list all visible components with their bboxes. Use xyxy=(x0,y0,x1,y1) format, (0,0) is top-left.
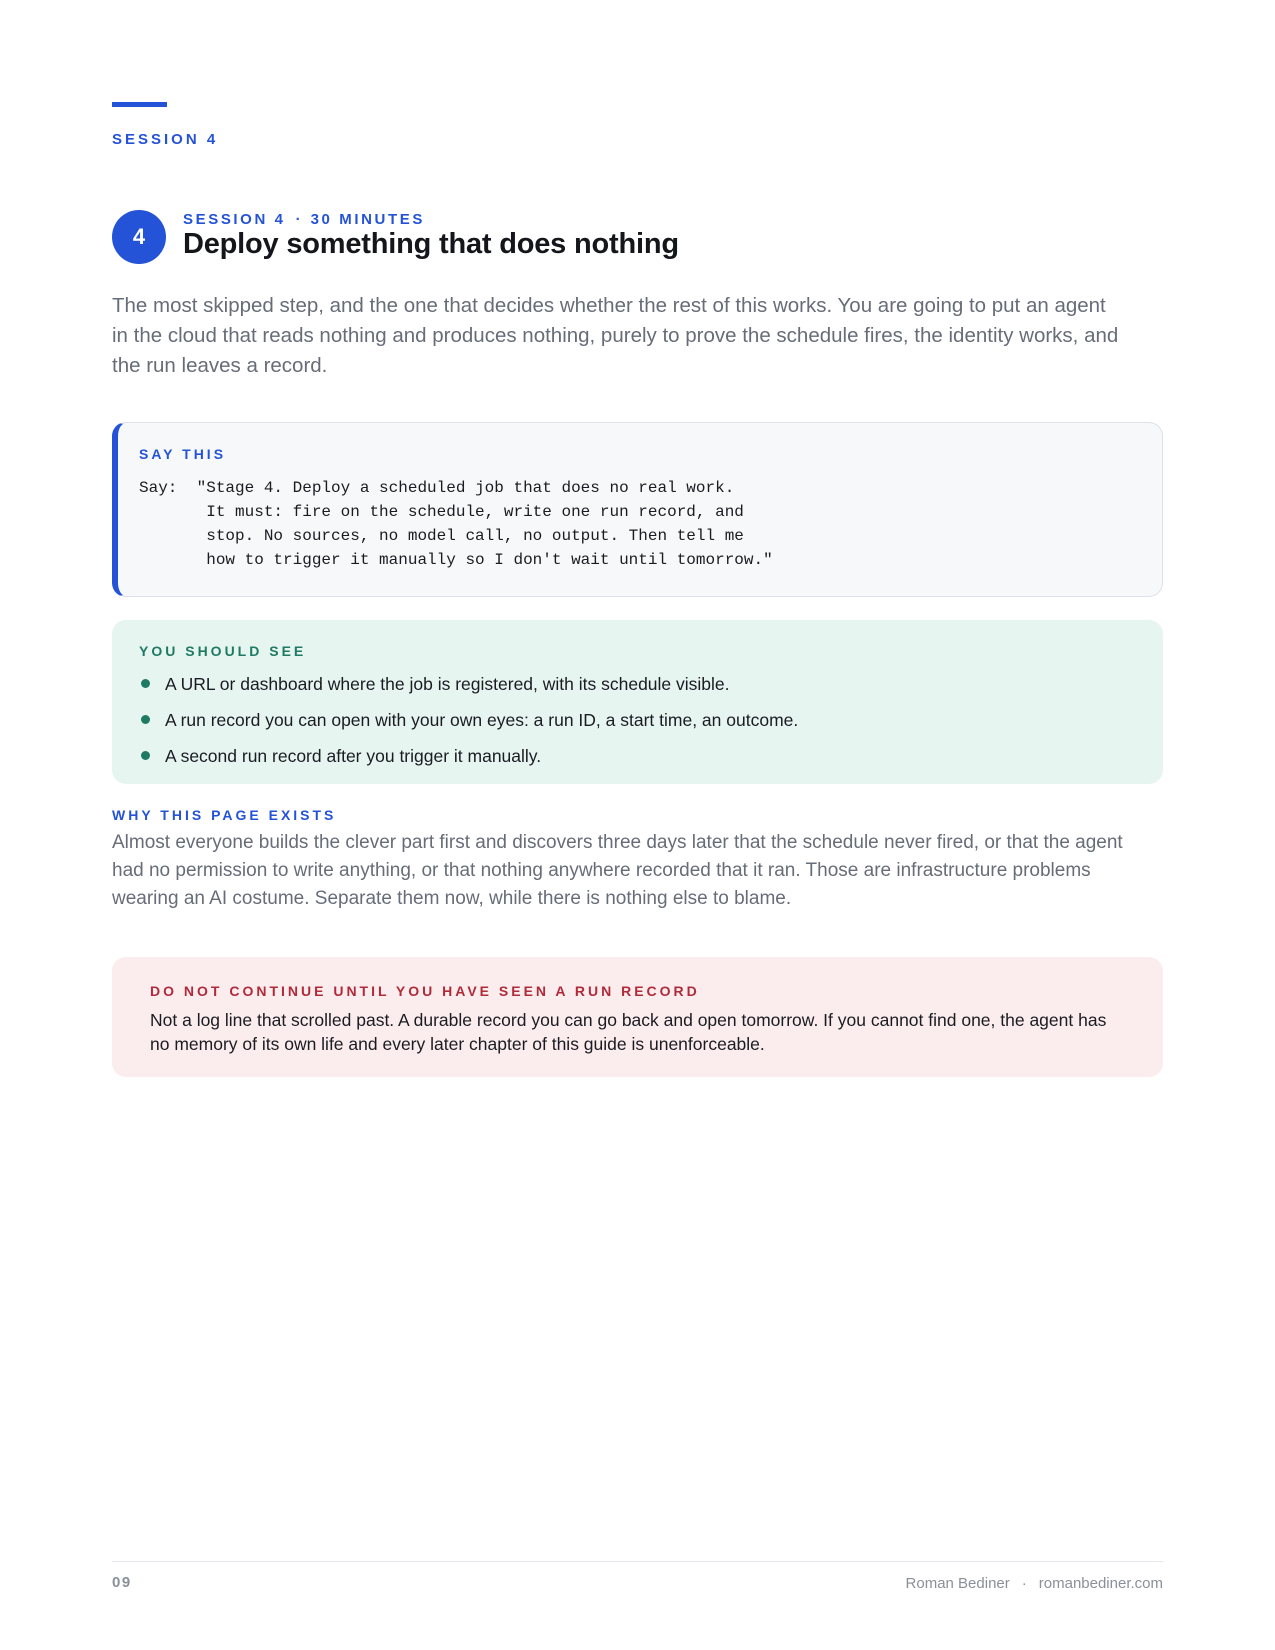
warning-box xyxy=(112,957,1163,1077)
session-number-badge: 4 xyxy=(112,210,166,264)
list-item-text: A second run record after you trigger it manually. xyxy=(165,746,542,766)
section-eyebrow: SESSION 4 xyxy=(112,131,219,148)
list-item xyxy=(139,744,798,780)
warning-text: Not a log line that scrolled past. A durable record you can go back and open tomorrow. If you cannot find one, the agent has no memory of its own life and every later chapter of this guide is unenforceable. xyxy=(150,1010,1107,1054)
footer-author: Roman Bediner xyxy=(905,1575,1010,1592)
footer-separator: · xyxy=(1021,1575,1027,1592)
bullet-dot-icon xyxy=(141,679,150,688)
you-should-see-list xyxy=(139,672,798,780)
say-this-box xyxy=(112,422,1163,597)
list-item-text: A run record you can open with your own eyes: a run ID, a start time, an outcome. xyxy=(165,710,799,730)
page-title: Deploy something that does nothing xyxy=(183,228,679,260)
list-item xyxy=(139,672,798,708)
kicker-separator: · xyxy=(295,211,301,228)
footer-website: romanbediner.com xyxy=(1038,1575,1163,1592)
say-this-label: SAY THIS xyxy=(139,446,227,462)
say-this-prompt: Say: "Stage 4. Deploy a scheduled job that does no real work. It must: fire on the schedule, write one run record, and stop. No sources, no model call, no output. Then tell me how to trigger it manually so I don't wait until tomorrow." xyxy=(139,479,773,569)
bullet-dot-icon xyxy=(141,751,150,760)
why-paragraph: Almost everyone builds the clever part first and discovers three days later that the schedule never fired, or that the agent had no permission to write anything, or that nothing anywhere recorded that it ran. Those are infrastructure problems wearing an AI costume. Separate them now, while there is nothing else to blame. xyxy=(112,832,1123,909)
bullet-dot-icon xyxy=(141,715,150,724)
kicker-session: SESSION 4 xyxy=(183,211,286,228)
footer-divider xyxy=(112,1561,1163,1562)
top-accent-rule xyxy=(112,102,167,107)
you-should-see-label: YOU SHOULD SEE xyxy=(139,643,307,659)
list-item xyxy=(139,708,798,744)
page-number: 09 xyxy=(112,1574,132,1591)
warning-label: DO NOT CONTINUE UNTIL YOU HAVE SEEN A RUN RECORD xyxy=(150,983,700,999)
list-item-text: A URL or dashboard where the job is registered, with its schedule visible. xyxy=(165,674,730,694)
kicker-duration: 30 MINUTES xyxy=(310,211,425,228)
intro-paragraph: The most skipped step, and the one that decides whether the rest of this works. You are going to put an agent in the cloud that reads nothing and produces nothing, purely to prove the schedule fires, the identity works, and the run leaves a record. xyxy=(112,294,1119,377)
session-kicker xyxy=(183,211,425,228)
you-should-see-box xyxy=(112,620,1163,784)
why-heading: WHY THIS PAGE EXISTS xyxy=(112,807,337,823)
footer-credit xyxy=(906,1575,1163,1592)
